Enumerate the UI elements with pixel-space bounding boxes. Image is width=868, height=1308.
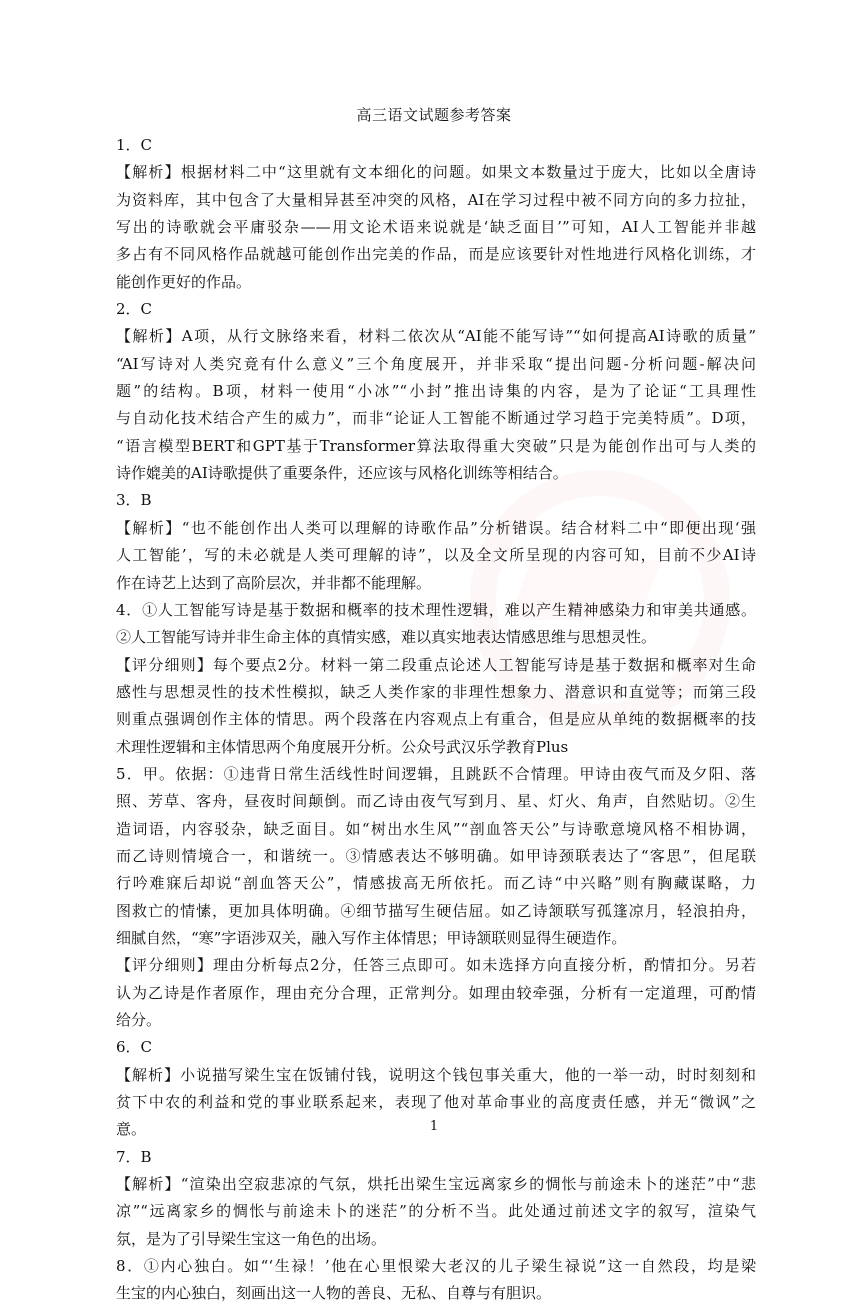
- text-line: 作在诗艺上达到了高阶层次，并非都不能理解。: [116, 573, 432, 592]
- page-number: 1: [429, 1119, 439, 1134]
- text-line: 认为乙诗是作者原作，理由充分合理，正常判分。如理由较牵强，分析有一定道理，可酌情: [116, 983, 756, 1002]
- text-line: 1．C: [116, 136, 153, 154]
- text-line: 3．B: [116, 491, 152, 510]
- text-line: 【解析】“也不能创作出人类可以理解的诗歌作品”分析错误。结合材料二中“即便出现‘强: [116, 518, 756, 537]
- text-line: 图救亡的情愫，更加具体明确。④细节描写生硬佶屈。如乙诗颔联写孤篷凉月，轻浪拍舟，: [116, 901, 756, 920]
- text-line: 凉”“远离家乡的惆怅与前途未卜的迷茫”的分析不当。此处通过前述文字的叙写，渲染气: [116, 1202, 756, 1221]
- text-line: 【解析】根据材料二中“这里就有文本细化的问题。如果文本数量过于庞大，比如以全唐诗: [116, 163, 756, 182]
- text-line: 写出的诗歌就会平庸驳杂——用文论术语来说就是‘缺乏面目’”可知，AI人工智能并非越: [116, 218, 756, 237]
- text-line: 术理性逻辑和主体情思两个角度展开分析。公众号武汉乐学教育Plus: [116, 737, 569, 756]
- text-line: 题”的结构。B项，材料一使用“小冰”“小封”推出诗集的内容，是为了论证“工具理性: [116, 382, 756, 401]
- text-line: 细腻自然，“寒”字语涉双关，融入写作主体情思；甲诗颔联则显得生硬造作。: [116, 928, 627, 947]
- text-line: 为资料库，其中包含了大量相异甚至冲突的风格，AI在学习过程中被不同方向的多力拉扯，: [116, 190, 756, 209]
- text-line: 【评分细则】每个要点2分。材料一第二段重点论述人工智能写诗是基于数据和概率对生命: [116, 655, 756, 674]
- text-line: 则重点强调创作主体的情思。两个段落在内容观点上有重合，但是应从单纯的数据概率的技: [116, 710, 756, 729]
- text-line: 4．①人工智能写诗是基于数据和概率的技术理性逻辑，难以产生精神感染力和审美共通感。: [116, 600, 756, 619]
- text-line: 【评分细则】理由分析每点2分，任答三点即可。如未选择方向直接分析，酌情扣分。另若: [116, 956, 756, 975]
- text-line: “AI写诗对人类究竟有什么意义”三个角度展开，并非采取“提出问题-分析问题-解决问: [116, 354, 756, 373]
- text-line: 8．①内心独白。如“‘生禄！’他在心里恨梁大老汉的儿子梁生禄说”这一自然段，均是梁: [116, 1257, 756, 1276]
- text-line: 【解析】A项，从行文脉络来看，材料二依次从“AI能不能写诗”“如何提高AI诗歌的质量”: [116, 327, 756, 346]
- text-line: 氛，是为了引导梁生宝这一角色的出场。: [116, 1229, 387, 1248]
- text-line: 给分。: [116, 1011, 162, 1029]
- text-line: 【解析】“渲染出空寂悲凉的气氛，烘托出梁生宝远离家乡的惆怅与前途未卜的迷茫”中“悲: [116, 1175, 756, 1194]
- text-line: 2．C: [116, 300, 153, 319]
- text-line: 7．B: [116, 1147, 152, 1166]
- text-line: 意。: [116, 1120, 147, 1139]
- text-line: 人工智能’，写的未必就是人类可理解的诗”，以及全文所呈现的内容可知，目前不少AI诗: [116, 546, 756, 565]
- text-line: ②人工智能写诗并非生命主体的真情实感，难以真实地表达情感思维与思想灵性。: [116, 628, 657, 647]
- text-line: 造词语，内容驳杂，缺乏面目。如“树出水生风”“剖血答天公”与诗歌意境风格不相协调，: [116, 819, 756, 838]
- text-line: 照、芳草、客舟，昼夜时间颠倒。而乙诗由夜气写到月、星、灯火、角声，自然贴切。②生: [116, 792, 756, 811]
- text-line: 行吟难寐后却说“剖血答天公”，情感拔高无所依托。而乙诗“中兴略”则有胸藏谋略，力: [116, 874, 756, 893]
- text-line: 感性与思想灵性的技术性模拟，缺乏人类作家的非理性想象力、潜意识和直觉等；而第三段: [116, 682, 756, 701]
- text-line: 贫下中农的利益和党的事业联系起来，表现了他对革命事业的高度责任感，并无“微讽”之: [116, 1093, 756, 1112]
- text-line: 而乙诗则情境合一，和谐统一。③情感表达不够明确。如甲诗颈联表达了“客思”，但尾联: [116, 846, 756, 865]
- text-line: 能创作更好的作品。: [116, 272, 252, 291]
- text-line: 【解析】小说描写梁生宝在饭铺付钱，说明这个钱包事关重大，他的一举一动，时时刻刻和: [116, 1065, 756, 1084]
- text-line: “语言模型BERT和GPT基于Transformer算法取得重大突破”只是为能创作出可与人类的: [116, 436, 756, 455]
- text-line: 与自动化技术结合产生的威力”，而非“论证人工智能不断通过学习趋于完美特质”。D项，: [116, 409, 756, 428]
- text-line: 生宝的内心独白，刻画出这一人物的善良、无私、自尊与有胆识。: [116, 1284, 552, 1303]
- document-title: 高三语文试题参考答案: [356, 106, 512, 124]
- text-line: 5．甲。依据：①违背日常生活线性时间逻辑，且跳跃不合情理。甲诗由夜气而及夕阳、落: [116, 764, 756, 783]
- text-line: 6．C: [116, 1038, 153, 1057]
- text-line: 诗作媲美的AI诗歌提供了重要条件，还应该与风格化训练等相结合。: [116, 464, 568, 483]
- text-line: 多占有不同风格作品就越可能创作出完美的作品，而是应该要针对性地进行风格化训练，才: [116, 245, 756, 264]
